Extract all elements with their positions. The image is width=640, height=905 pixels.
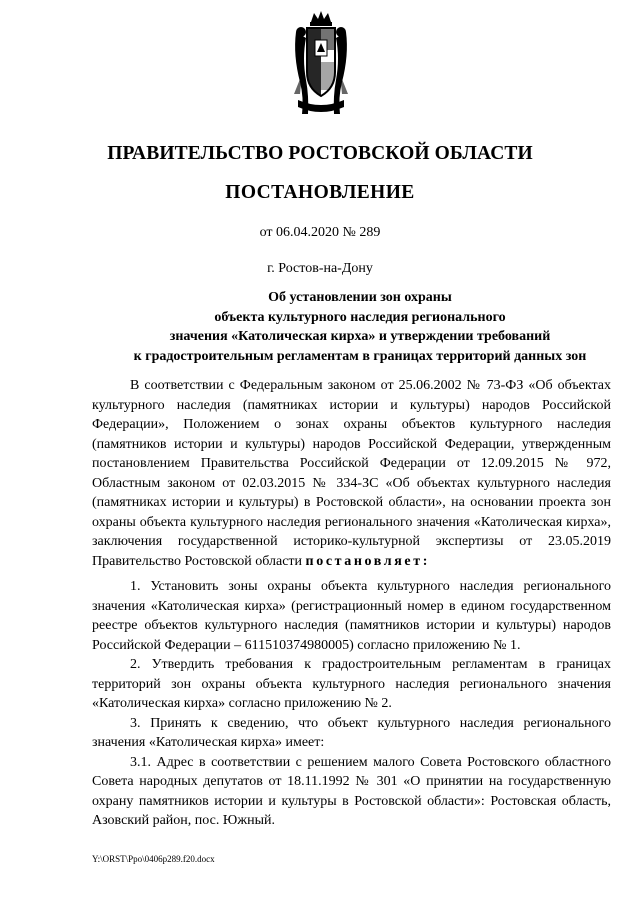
subject-line: к градостроительным регламентам в границах территорий данных зон [133,348,587,364]
subject-line: объекта культурного наследия регионального [214,309,506,325]
document-type: ПОСТАНОВЛЕНИЕ [225,182,415,203]
decree-item: 1. Установить зоны охраны объекта культурного наследия регионального значения «Католическая кирха» (регистрационный номер в едином государственном реестре объектов культурного наследия (памятников истории и культуры) народов Российской Федерации – 611510374980005) согласно приложению № 1. [92,579,611,653]
decree-item: 3. Принять к сведению, что объект культурного наследия регионального значения «Католическая кирха» имеет: [92,715,611,750]
decree-items [92,577,611,831]
document-city: г. Ростов-на-Дону [267,261,373,276]
decree-word: постановляет: [305,553,430,569]
document-subject [92,288,628,366]
coat-of-arms-icon [292,10,350,120]
preamble-text: В соответствии с Федеральным законом от 25.06.2002 № 73-ФЗ «Об объектах культурного наследия (памятниках истории и культуры) народов Российской Федерации», Положением о зонах охраны объектов культурного наследия (памятников истории и культуры) народов Российской Федерации, утвержденным постановлением Правительства Российской Федерации от 12.09.2015 № 972, Областным законом от 02.03.2015 № 334-ЗС «Об объектах культурного наследия (памятниках истории и культуры) в Ростовской области», на основании проекта зон охраны объекта культурного наследия регионального значения «Католическая кирха», заключения государственной историко-культурной экспертизы от 23.05.2019 Правительство Ростовской области [92,378,611,569]
subject-line: значения «Католическая кирха» и утверждении требований [169,329,551,344]
document-date-number: от 06.04.2020 № 289 [259,225,381,240]
government-name: ПРАВИТЕЛЬСТВО РОСТОВСКОЙ ОБЛАСТИ [107,143,533,164]
file-path-footer: Y:\ORST\Ppo\0406p289.f20.docx [92,854,215,864]
preamble [92,376,611,571]
decree-item: 3.1. Адрес в соответствии с решением малого Совета Ростовского областного Совета народных депутатов от 18.11.1992 № 301 «О принятии на государственную охрану памятников истории и культуры в Ростовской области»: Ростовская область, Азовский район, пос. Южный. [92,754,611,828]
subject-line: Об установлении зон охраны [268,290,452,305]
preamble-paragraph [92,376,611,571]
decree-item: 2. Утвердить требования к градостроительным регламентам в границах территорий зон охраны объекта культурного наследия регионального значения «Католическая кирха» согласно приложению № 2. [92,657,611,711]
